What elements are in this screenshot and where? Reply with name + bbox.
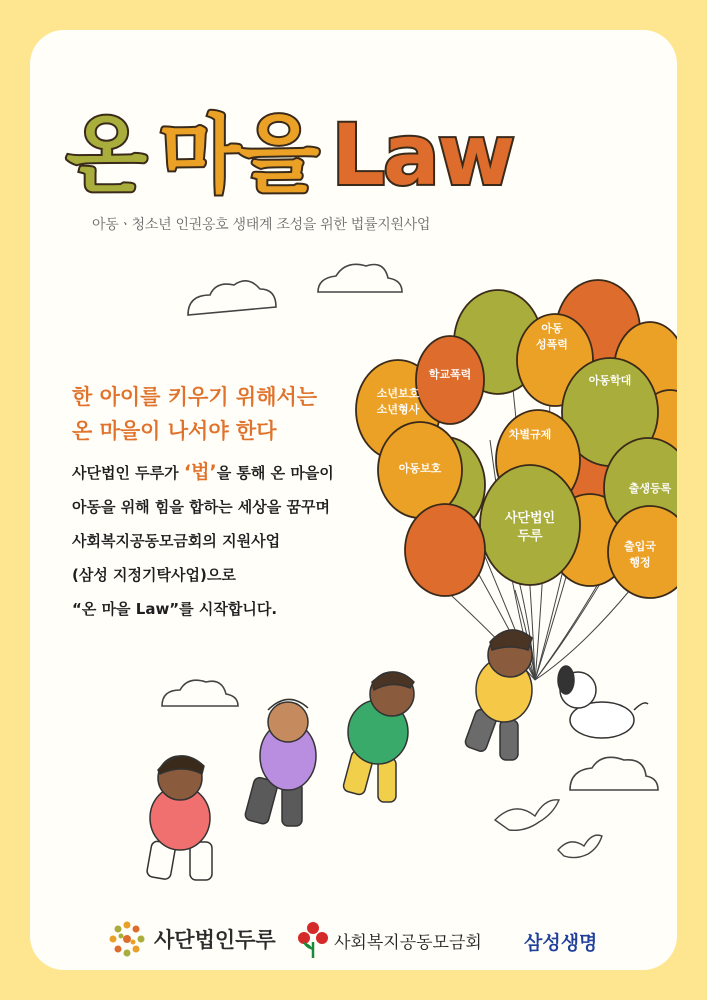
body-line: (삼성 지정기탁사업)으로 (72, 566, 236, 584)
balloon-label: 두루 (517, 529, 543, 544)
headline-line: 한 아이를 키우기 위해서는 (72, 385, 318, 409)
poster-card (30, 30, 677, 970)
body-line: 아동을 위해 힘을 합하는 세상을 꿈꾸며 (72, 498, 330, 516)
balloon-label: 아동 (541, 322, 563, 335)
balloon-label: 아동보호 (398, 462, 442, 475)
headline-line: 온 마을이 나서야 한다 (72, 419, 277, 443)
balloon-label: 행정 (629, 556, 651, 569)
duroo-logo-icon (108, 920, 146, 958)
child-girl-yellow (464, 630, 532, 760)
balloon-label: 소년보호 (376, 387, 420, 400)
fruit-logo-icon (296, 920, 330, 960)
body-line-post: 을 통해 온 마을이 (216, 464, 334, 482)
body-line (72, 455, 334, 490)
dove-icon (495, 800, 602, 858)
body-highlight: ‘법’ (183, 461, 217, 483)
balloon-label: 소년형사 (376, 403, 420, 416)
logo-community-chest (296, 920, 482, 960)
balloon-label: 출생등록 (628, 482, 672, 495)
balloon-label: 사단법인 (504, 511, 556, 526)
headline (72, 380, 317, 448)
balloon-label: 성폭력 (536, 338, 568, 351)
balloon-label: 차별규제 (508, 428, 552, 441)
child-pink (146, 756, 212, 880)
logo-samsung-life-text: 삼성생명 (524, 932, 598, 954)
child-purple (244, 699, 316, 826)
balloon-label: 아동학대 (588, 374, 632, 387)
body-line-pre: 사단법인 두루가 (72, 464, 184, 482)
body-text (72, 455, 334, 626)
balloon-label: 학교폭력 (428, 368, 472, 381)
title-word-on: 온 (66, 106, 146, 204)
balloon-label: 출입국 (624, 540, 656, 553)
logo-duroo (108, 920, 276, 958)
logo-community-chest-text: 사회복지공동모금회 (334, 932, 482, 953)
poster-subtitle: 아동ㆍ청소년 인권옹호 생태계 조성을 위한 법률지원사업 (92, 217, 431, 233)
body-line: “온 마을 Law”를 시작합니다. (72, 600, 278, 618)
dog-icon (558, 666, 648, 738)
title-word-maeul: 마을 (159, 106, 318, 204)
title-word-law: Law (331, 106, 514, 204)
child-boy-green (342, 672, 414, 802)
logo-samsung-life (524, 928, 597, 955)
logo-duroo-text: 사단법인두루 (154, 928, 276, 952)
footer-logos (30, 910, 677, 970)
body-line: 사회복지공동모금회의 지원사업 (72, 532, 281, 550)
